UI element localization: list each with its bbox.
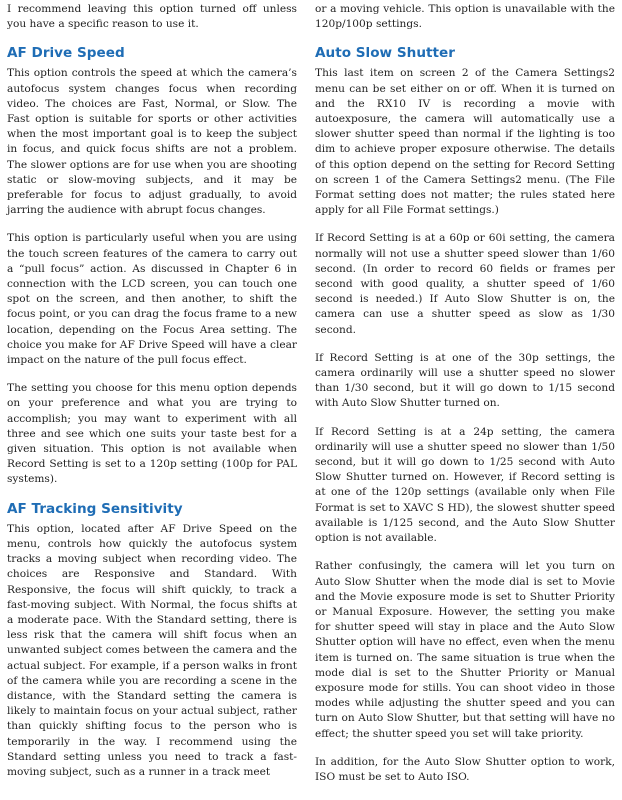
left-column	[7, 2, 297, 793]
right-column	[315, 2, 615, 798]
auto-slow-shutter-heading: Auto Slow Shutter	[315, 45, 455, 62]
af-drive-speed-heading: AF Drive Speed	[7, 45, 125, 62]
af-tracking-sensitivity-paragraph-1: This option, located after AF Drive Speed on the menu, controls how quickly the autofocus system tracks a moving subject when recording video. The choices are Responsive and Standard. With Responsive, the focus will shift quickly, to track a fast-moving subject. With Normal, the focus shifts at a moderate pace. With the Standard setting, there is less risk that the camera will shift focus when an unwanted subject comes between the camera and the actual subject. For example, if a person walks in front of the camera while you are recording a scene in the distance, with the Standard setting the camera is likely to maintain focus on your actual subject, rather than quickly shifting focus to the person who is temporarily in the way. I recommend using the Standard setting unless you need to track a fast-moving subject, such as a runner in a track meet	[7, 522, 297, 778]
continuation-paragraph: or a moving vehicle. This option is unavailable with the 120p/100p settings.	[315, 3, 615, 31]
auto-slow-shutter-paragraph-2: If Record Setting is at a 60p or 60i setting, the camera normally will not use a shutter speed slower than 1/60 second. (In order to record 60 fields or frames per second with good quality, a shutter speed of 1/60 second is needed.) If Auto Slow Shutter is on, the camera can use a shutter speed as slow as 1/30 second.	[315, 232, 615, 336]
af-drive-speed-paragraph-2: This option is particularly useful when you are using the touch screen features of the camera to carry out a “pull focus” action. As discussed in Chapter 6 in connection with the LCD screen, you can touch one spot on the screen, and then another, to shift the focus point, or you can drag the focus frame to a new location, depending on the Focus Area setting. The choice you make for AF Drive Speed will have a clear impact on the nature of the pull focus effect.	[7, 232, 297, 367]
af-drive-speed-paragraph-3: The setting you choose for this menu option depends on your preference and what you are trying to accomplish; you may want to experiment with all three and see which one suits your taste best for a given situation. This option is not available when Record Setting is set to a 120p setting (100p for PAL systems).	[7, 382, 297, 486]
af-tracking-sensitivity-heading: AF Tracking Sensitivity	[7, 500, 183, 517]
auto-slow-shutter-paragraph-5: Rather confusingly, the camera will let you turn on Auto Slow Shutter when the mode dial is set to Movie and the Movie exposure mode is set to Shutter Priority or Manual Exposure. However, the setting you make for shutter speed will stay in place and the Auto Slow Shutter option will have no effect, even when the menu item is turned on. The same situation is true when the mode dial is set to the Shutter Priority or Manual exposure mode for stills. You can shoot video in those modes while adjusting the shutter speed and you can turn on Auto Slow Shutter, but that setting will have no effect; the shutter speed you set will take priority.	[315, 560, 615, 740]
auto-slow-shutter-paragraph-6: In addition, for the Auto Slow Shutter option to work, ISO must be set to Auto ISO.	[315, 755, 615, 783]
auto-slow-shutter-paragraph-4: If Record Setting is at a 24p setting, the camera ordinarily will use a shutter speed no slower than 1/50 second, but it will go down to 1/25 second with Auto Slow Shutter turned on. However, if Record setting is at one of the 120p settings (available only when File Format is set to XAVC S HD), the slowest shutter speed available is 1/125 second, and the Auto Slow Shutter option is not available.	[315, 425, 615, 545]
af-drive-speed-paragraph-1: This option controls the speed at which the camera’s autofocus system changes focus when recording video. The choices are Fast, Normal, or Slow. The Fast option is suitable for sports or other activities when the most important goal is to keep the subject in focus, and quick focus shifts are not a problem. The slower options are for use when you are shooting static or slow-moving subjects, and it may be preferable for focus to adjust gradually, to avoid jarring the audience with abrupt focus changes.	[7, 67, 297, 217]
auto-slow-shutter-paragraph-3: If Record Setting is at one of the 30p settings, the camera ordinarily will use a shutter speed no slower than 1/30 second, but it will go down to 1/15 second with Auto Slow Shutter turned on.	[315, 351, 615, 410]
intro-paragraph: I recommend leaving this option turned off unless you have a specific reason to use it.	[7, 3, 297, 31]
auto-slow-shutter-paragraph-1: This last item on screen 2 of the Camera Settings2 menu can be set either on or off. When it is turned on and the RX10 IV is recording a movie with autoexposure, the camera will automatically use a slower shutter speed than normal if the lighting is too dim to achieve proper exposure otherwise. The details of this option depend on the setting for Record Setting on screen 1 of the Camera Settings2 menu. (The File Format setting does not matter; the rules stated here apply for all File Format settings.)	[315, 67, 615, 217]
